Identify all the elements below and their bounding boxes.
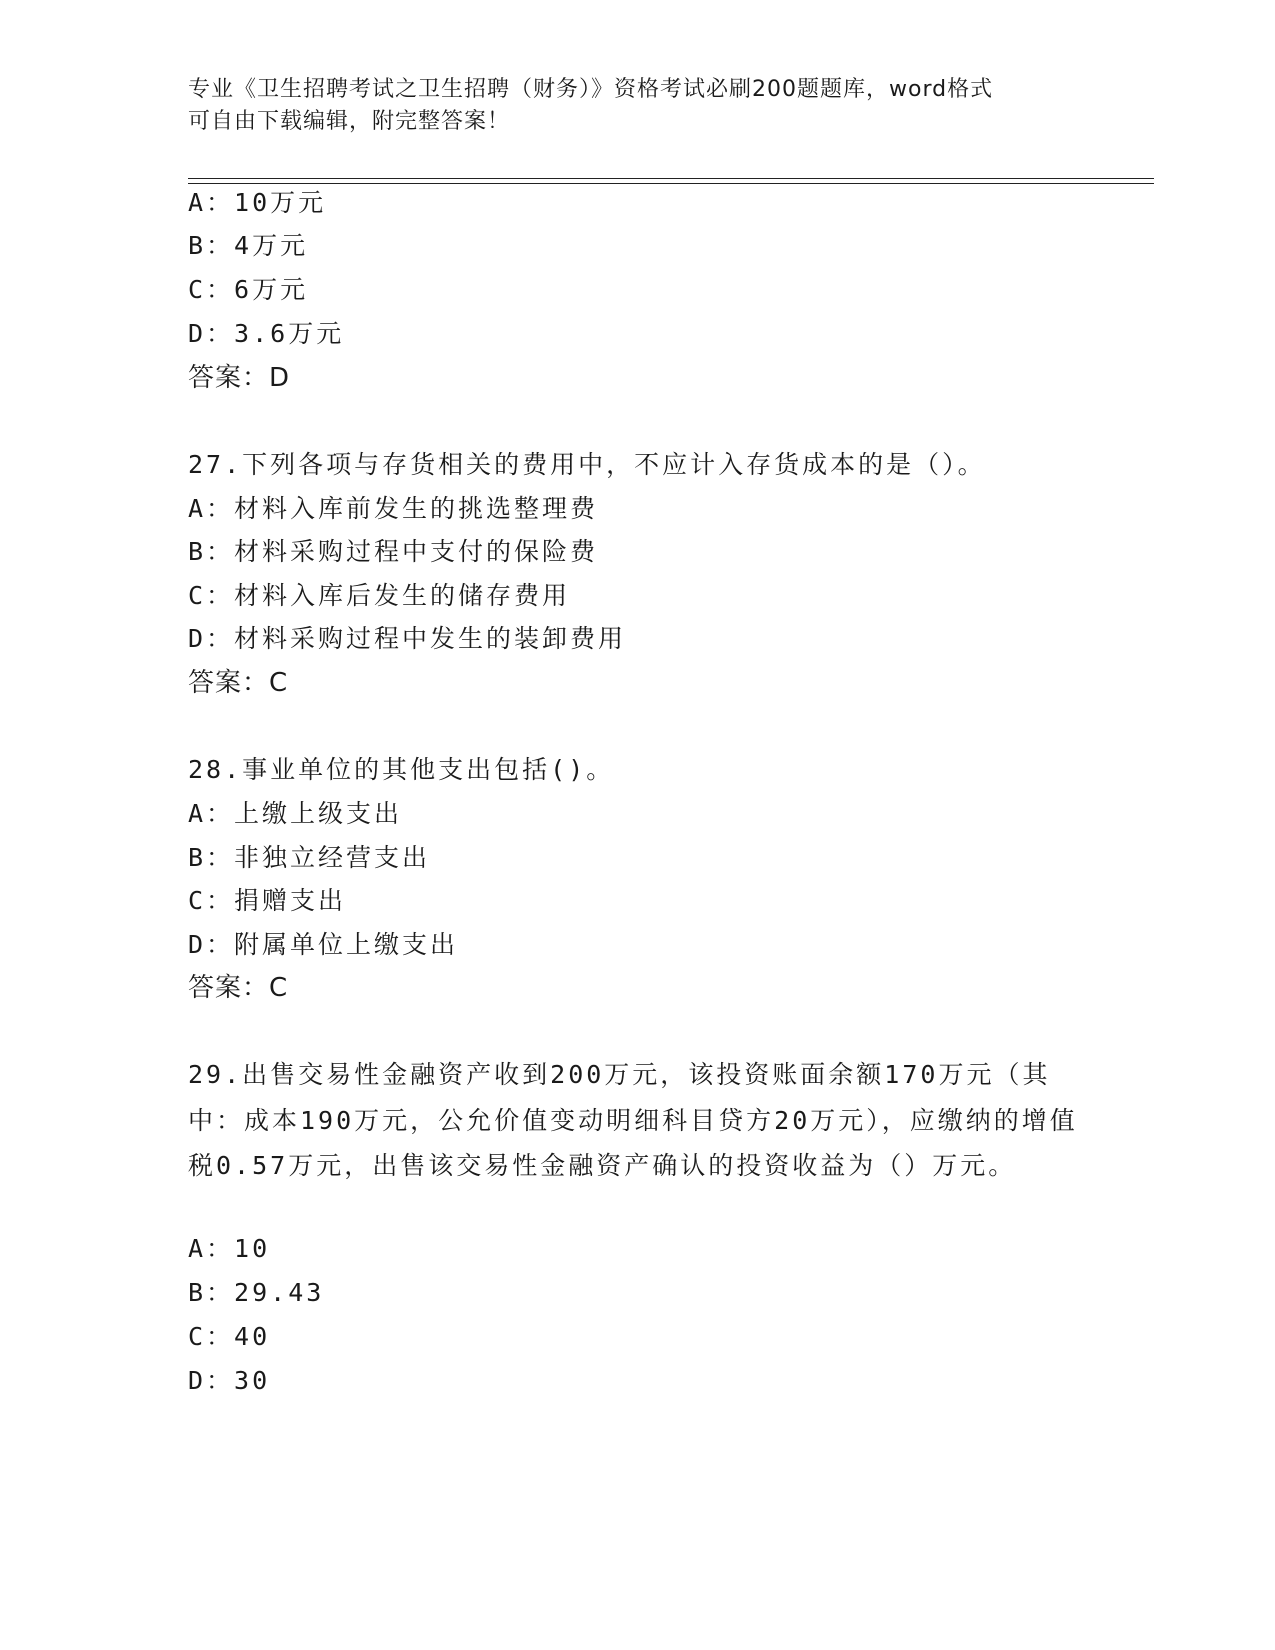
q26-option-c: C：6万元 xyxy=(188,275,309,304)
q27-stem: 27.下列各项与存货相关的费用中，不应计入存货成本的是（）。 xyxy=(188,450,986,479)
q26-option-b: B：4万元 xyxy=(188,231,309,260)
q29-stem: 29.出售交易性金融资产收到200万元，该投资账面余额170万元（其中：成本190万元，公允价值变动明细科目贷方20万元），应缴纳的增值税0.57万元，出售该交易性金融资产确认的投资收益为（）万元。 xyxy=(188,1060,1078,1180)
q28-option-a: A：上缴上级支出 xyxy=(188,799,403,828)
q28-stem: 28.事业单位的其他支出包括()。 xyxy=(188,755,615,784)
header-divider-top xyxy=(188,178,1154,179)
q26-answer: 答案：D xyxy=(188,363,291,393)
q28-option-d: D：附属单位上缴支出 xyxy=(188,930,459,959)
q27-option-b: B：材料采购过程中支付的保险费 xyxy=(188,537,599,566)
q29-option-d: D：30 xyxy=(188,1366,271,1395)
q29-option-a: A：10 xyxy=(188,1234,271,1263)
q27-option-a: A：材料入库前发生的挑选整理费 xyxy=(188,494,599,523)
q27-option-d: D：材料采购过程中发生的装卸费用 xyxy=(188,624,627,653)
q28-answer: 答案：C xyxy=(188,973,289,1003)
header-divider-bottom xyxy=(188,183,1154,184)
header-line-2: 可自由下载编辑，附完整答案！ xyxy=(188,109,511,134)
q28-option-c: C：捐赠支出 xyxy=(188,886,347,915)
q26-option-d: D：3.6万元 xyxy=(188,319,345,348)
q27-option-c: C：材料入库后发生的储存费用 xyxy=(188,581,571,610)
q26-option-a: A：10万元 xyxy=(188,188,327,217)
header-line-1: 专业《卫生招聘考试之卫生招聘（财务）》资格考试必刷200题题库，word格式 xyxy=(188,77,994,102)
q28-option-b: B：非独立经营支出 xyxy=(188,843,431,872)
document-header xyxy=(188,74,1068,138)
q29-option-c: C：40 xyxy=(188,1322,271,1351)
q27-answer: 答案：C xyxy=(188,668,289,698)
q29-option-b: B：29.43 xyxy=(188,1278,325,1307)
